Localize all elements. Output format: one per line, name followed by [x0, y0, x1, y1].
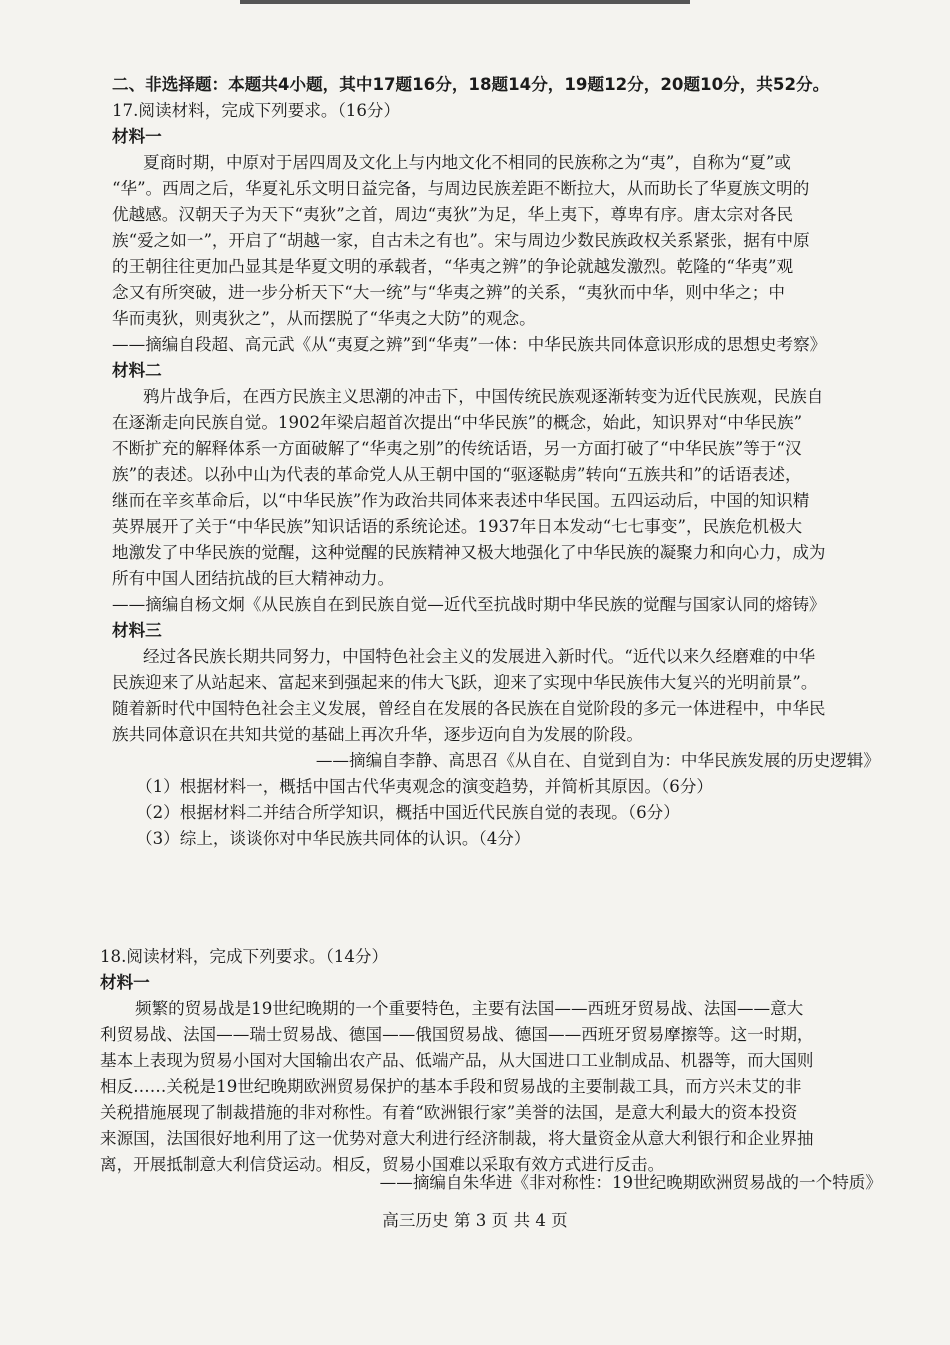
q17-m2-line: 地激发了中华民族的觉醒，这种觉醒的民族精神又极大地强化了中华民族的凝聚力和向心力，成为 [112, 543, 826, 562]
q17-m1-line: 华而夷狄，则夷狄之”，从而摆脱了“华夷之大防”的观念。 [112, 309, 536, 328]
q17-m2-line: 在逐渐走向民族自觉。1902年梁启超首次提出“中华民族”的概念，始此，知识界对“中华民族” [112, 413, 803, 432]
q18-m1-line: 相反……关税是19世纪晚期欧洲贸易保护的基本手段和贸易战的主要制裁工具，而方兴未艾的非 [100, 1077, 802, 1096]
q18-m1-line: 利贸易战、法国——瑞士贸易战、德国——俄国贸易战、德国——西班牙贸易摩擦等。这一时期， [100, 1025, 814, 1044]
q18-m1-line: 关税措施展现了制裁措施的非对称性。有着“欧洲银行家”美誉的法国，是意大利最大的资本投资 [100, 1103, 798, 1122]
q17-m1-line: 念又有所突破，进一步分析天下“大一统”与“华夷之辨”的关系，“夷狄而中华，则中华之；中 [112, 283, 785, 302]
q17-m1-line: 夏商时期，中原对于居四周及文化上与内地文化不相同的民族称之为“夷”，自称为“夏”或 [143, 153, 791, 172]
q17-m3-line: 随着新时代中国特色社会主义发展，曾经自在发展的各民族在自觉阶段的多元一体进程中，中华民 [112, 699, 826, 718]
q17-m3-line: 族共同体意识在共知共觉的基础上再次升华，逐步迈向自为发展的阶段。 [112, 725, 643, 744]
q17-material2-label: 材料二 [112, 361, 162, 380]
q17-m3-source: ——摘编自李静、高思召《从自在、自觉到自为：中华民族发展的历史逻辑》 [315, 751, 880, 770]
q17-m3-line: 经过各民族长期共同努力，中国特色社会主义的发展进入新时代。“近代以来久经磨难的中华 [143, 647, 816, 666]
q18-m1-line: 离，开展抵制意大利信贷运动。相反，贸易小国难以采取有效方式进行反击。 [100, 1155, 665, 1174]
page-footer: 高三历史 第 3 页 共 4 页 [382, 1211, 568, 1230]
q17-m2-line: 所有中国人团结抗战的巨大精神动力。 [112, 569, 395, 588]
q18-m1-line: 来源国，法国很好地利用了这一优势对意大利进行经济制裁，将大量资金从意大利银行和企业界抽 [100, 1129, 814, 1148]
q18-material1-label: 材料一 [100, 973, 150, 992]
q17-m1-source: ——摘编自段超、高元武《从“夷夏之辨”到“华夷”一体：中华民族共同体意识形成的思想史考察》 [112, 335, 827, 354]
q17-title: 17.阅读材料，完成下列要求。（16分） [112, 101, 401, 120]
q17-m2-source: ——摘编自杨文炯《从民族自在到民族自觉—近代至抗战时期中华民族的觉醒与国家认同的熔铸》 [112, 595, 826, 614]
q17-material3-label: 材料三 [112, 621, 162, 640]
q17-m1-line: “华”。西周之后，华夏礼乐文明日益完备，与周边民族差距不断拉大，从而助长了华夏族文明的 [112, 179, 810, 198]
q17-subquestion-1: （1）根据材料一，概括中国古代华夷观念的演变趋势，并简析其原因。（6分） [136, 777, 714, 796]
q17-subquestion-3: （3）综上，谈谈你对中华民族共同体的认识。（4分） [136, 829, 531, 848]
q17-m1-line: 优越感。汉朝天子为天下“夷狄”之首，周边“夷狄”为足，华上夷下，尊卑有序。唐太宗对各民 [112, 205, 794, 224]
q17-m2-line: 鸦片战争后，在西方民族主义思潮的冲击下，中国传统民族观逐渐转变为近代民族观，民族自 [143, 387, 824, 406]
q18-m1-line: 频繁的贸易战是19世纪晚期的一个重要特色，主要有法国——西班牙贸易战、法国——意大 [135, 999, 804, 1018]
q18-m1-line: 基本上表现为贸易小国对大国输出农产品、低端产品，从大国进口工业制成品、机器等，而大国则 [100, 1051, 814, 1070]
q17-m2-line: 不断扩充的解释体系一方面破解了“华夷之别”的传统话语，另一方面打破了“中华民族”等于“汉 [112, 439, 802, 458]
q18-m1-source: ——摘编自朱华进《非对称性：19世纪晚期欧洲贸易战的一个特质》 [379, 1173, 882, 1192]
q17-m2-line: 继而在辛亥革命后，以“中华民族”作为政治共同体来表述中华民国。五四运动后，中国的知识精 [112, 491, 810, 510]
q17-m3-line: 民族迎来了从站起来、富起来到强起来的伟大飞跃，迎来了实现中华民族伟大复兴的光明前景”。 [112, 673, 818, 692]
q17-m1-line: 族“爱之如一”，开启了“胡越一家，自古未之有也”。宋与周边少数民族政权关系紧张，据有中原 [112, 231, 810, 250]
q17-m1-line: 的王朝往往更加凸显其是华夏文明的承载者，“华夷之辨”的争论就越发激烈。乾隆的“华夷”观 [112, 257, 794, 276]
q17-subquestion-2: （2）根据材料二并结合所学知识，概括中国近代民族自觉的表现。（6分） [136, 803, 680, 822]
q18-title: 18.阅读材料，完成下列要求。（14分） [100, 947, 389, 966]
q17-m2-line: 英界展开了关于“中华民族”知识话语的系统论述。1937年日本发动“七七事变”，民族危机极大 [112, 517, 803, 536]
q17-material1-label: 材料一 [112, 127, 162, 146]
q17-m2-line: 族”的表述。以孙中山为代表的革命党人从王朝中国的“驱逐鞑虏”转向“五族共和”的话语表述， [112, 465, 802, 484]
section-heading: 二、非选择题：本题共4小题，其中17题16分，18题14分，19题12分，20题10分，共52分。 [112, 75, 830, 94]
